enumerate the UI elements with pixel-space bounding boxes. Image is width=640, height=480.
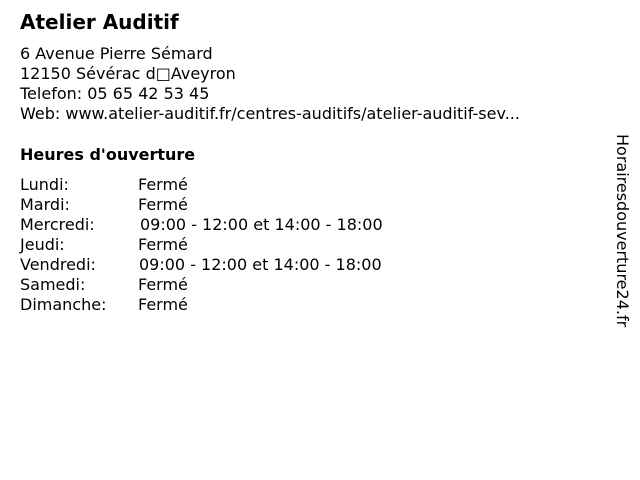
day-label: Mercredi: [20, 215, 95, 234]
day-hours: Fermé [138, 295, 188, 314]
address-city: 12150 Sévérac d□Aveyron [20, 64, 236, 83]
day-label: Vendredi: [20, 255, 96, 274]
day-label: Dimanche: [20, 295, 107, 314]
website-link[interactable]: Web: www.atelier-auditif.fr/centres-auditifs/atelier-auditif-sev... [20, 104, 520, 123]
business-name: Atelier Auditif [20, 10, 179, 34]
day-hours: Fermé [138, 275, 188, 294]
phone-number: Telefon: 05 65 42 53 45 [20, 84, 210, 103]
day-hours: 09:00 - 12:00 et 14:00 - 18:00 [140, 215, 383, 234]
address-street: 6 Avenue Pierre Sémard [20, 44, 213, 63]
day-hours: Fermé [138, 235, 188, 254]
day-label: Jeudi: [20, 235, 65, 254]
brand-watermark: Horairesdouverture24.fr [613, 134, 632, 328]
day-label: Lundi: [20, 175, 69, 194]
day-label: Mardi: [20, 195, 70, 214]
day-hours: Fermé [138, 175, 188, 194]
day-label: Samedi: [20, 275, 86, 294]
opening-hours-heading: Heures d'ouverture [20, 145, 196, 164]
day-hours: Fermé [138, 195, 188, 214]
day-hours: 09:00 - 12:00 et 14:00 - 18:00 [139, 255, 382, 274]
business-info [20, 44, 520, 124]
